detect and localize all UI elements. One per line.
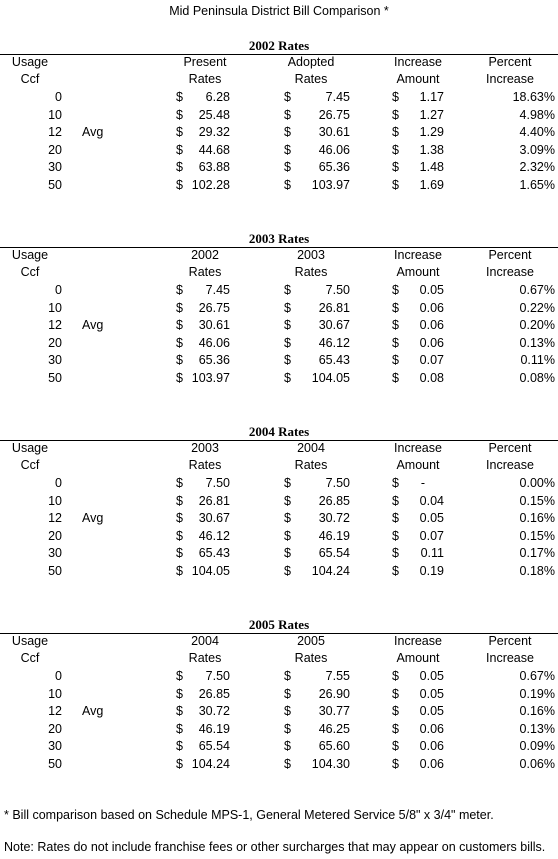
table-row (0, 370, 558, 387)
header-increase: Amount (396, 265, 440, 279)
header-rates-a: Rates (188, 265, 222, 279)
rate-a-value: 104.05 (191, 564, 230, 578)
percent-increase: 1.65% (519, 178, 555, 192)
section-title: 2003 Rates (248, 231, 310, 246)
currency-symbol: $ (284, 107, 291, 122)
table-row (0, 159, 558, 176)
increase-amount: 0.06 (419, 739, 444, 754)
currency-symbol: $ (176, 493, 183, 508)
currency-symbol: $ (392, 335, 399, 350)
increase-amount: 1.38 (419, 142, 444, 157)
header-rates-b: Rates (294, 651, 328, 665)
currency-symbol: $ (176, 283, 183, 297)
currency-symbol: $ (284, 476, 291, 490)
table-row (0, 721, 558, 738)
rate-b-value: 65.60 (318, 739, 350, 754)
table-header-row (0, 633, 558, 650)
currency-symbol: $ (392, 90, 399, 104)
header-increase: Increase (394, 248, 442, 262)
currency-symbol: $ (284, 493, 291, 508)
rate-a-value: 30.67 (198, 511, 230, 526)
header-increase: Increase (394, 634, 442, 648)
rate-b-value: 65.36 (318, 160, 350, 175)
rate-section (0, 617, 558, 807)
currency-symbol: $ (176, 686, 183, 701)
currency-symbol: $ (392, 300, 399, 315)
header-rates-a: 2003 (191, 441, 219, 455)
rate-a-value: 46.12 (198, 528, 230, 543)
currency-symbol: $ (284, 318, 291, 333)
currency-symbol: $ (176, 511, 183, 526)
rate-b-value: 46.25 (318, 721, 350, 736)
increase-amount: 0.05 (419, 283, 444, 297)
percent-increase: 18.63% (512, 90, 555, 104)
rate-a-value: 65.43 (198, 546, 230, 561)
header-rates-a: Rates (188, 458, 222, 472)
section-title: 2004 Rates (248, 424, 310, 439)
currency-symbol: $ (284, 160, 291, 175)
currency-symbol: $ (176, 160, 183, 175)
header-percent: Increase (486, 458, 534, 472)
table-row (0, 738, 558, 755)
currency-symbol: $ (176, 564, 183, 578)
table-row (0, 300, 558, 317)
rate-a-value: 6.28 (205, 90, 230, 104)
header-usage: Ccf (20, 265, 40, 279)
header-increase: Amount (396, 651, 440, 665)
header-usage: Usage (11, 55, 49, 69)
currency-symbol: $ (392, 721, 399, 736)
percent-increase: 0.17% (519, 546, 555, 561)
rate-a-value: 102.28 (191, 178, 230, 192)
currency-symbol: $ (176, 353, 183, 368)
table-row (0, 89, 558, 106)
usage-value: 50 (48, 178, 62, 192)
currency-symbol: $ (392, 757, 399, 771)
increase-amount: 0.19 (419, 564, 444, 578)
currency-symbol: $ (284, 353, 291, 368)
rate-b-value: 104.05 (311, 371, 350, 385)
table-header-row (0, 71, 558, 88)
rate-a-value: 46.19 (198, 721, 230, 736)
page-title: Mid Peninsula District Bill Comparison * (169, 4, 389, 18)
usage-value: 10 (48, 300, 62, 315)
percent-increase: 0.19% (519, 686, 555, 701)
percent-increase: 0.16% (519, 511, 555, 526)
currency-symbol: $ (392, 476, 399, 490)
table-row (0, 177, 558, 194)
table-row (0, 352, 558, 369)
header-usage: Ccf (20, 458, 40, 472)
currency-symbol: $ (176, 546, 183, 561)
usage-value: 10 (48, 107, 62, 122)
header-percent: Increase (486, 265, 534, 279)
currency-symbol: $ (176, 318, 183, 333)
usage-value: 50 (48, 757, 62, 771)
rate-a-value: 65.54 (198, 739, 230, 754)
table-row (0, 107, 558, 124)
usage-value: 30 (48, 546, 62, 561)
rate-a-value: 29.32 (198, 125, 230, 140)
header-percent: Percent (488, 248, 532, 262)
currency-symbol: $ (284, 686, 291, 701)
header-rates-a: Rates (188, 72, 222, 86)
increase-amount: 0.08 (419, 371, 444, 385)
currency-symbol: $ (176, 739, 183, 754)
table-row (0, 282, 558, 299)
rate-section (0, 424, 558, 614)
section-title: 2005 Rates (248, 617, 310, 632)
currency-symbol: $ (392, 669, 399, 683)
usage-note: Avg (82, 125, 104, 140)
table-row (0, 528, 558, 545)
usage-value: 30 (48, 160, 62, 175)
currency-symbol: $ (284, 300, 291, 315)
currency-symbol: $ (284, 739, 291, 754)
currency-symbol: $ (176, 704, 183, 719)
currency-symbol: $ (284, 721, 291, 736)
rate-a-value: 30.61 (198, 318, 230, 333)
rate-b-value: 46.06 (318, 142, 350, 157)
percent-increase: 0.06% (519, 757, 555, 771)
rate-a-value: 26.75 (198, 300, 230, 315)
usage-value: 12 (48, 125, 62, 140)
currency-symbol: $ (176, 142, 183, 157)
currency-symbol: $ (176, 300, 183, 315)
header-increase: Increase (394, 55, 442, 69)
header-rates-b: Adopted (287, 55, 335, 69)
currency-symbol: $ (392, 283, 399, 297)
table-header-row (0, 54, 558, 71)
rate-a-value: 104.24 (191, 757, 230, 771)
rate-a-value: 30.72 (198, 704, 230, 719)
table-row (0, 668, 558, 685)
currency-symbol: $ (284, 546, 291, 561)
currency-symbol: $ (392, 371, 399, 385)
usage-value: 10 (48, 686, 62, 701)
rate-a-value: 63.88 (198, 160, 230, 175)
currency-symbol: $ (284, 335, 291, 350)
increase-amount: 0.05 (419, 686, 444, 701)
currency-symbol: $ (284, 704, 291, 719)
usage-value: 20 (48, 721, 62, 736)
increase-amount: 1.17 (419, 90, 444, 104)
header-rates-a: 2004 (191, 634, 219, 648)
rate-b-value: 104.24 (311, 564, 350, 578)
header-usage: Usage (11, 441, 49, 455)
usage-value: 30 (48, 739, 62, 754)
usage-value: 20 (48, 142, 62, 157)
percent-increase: 0.00% (519, 476, 555, 490)
usage-value: 50 (48, 564, 62, 578)
currency-symbol: $ (176, 90, 183, 104)
table-row (0, 124, 558, 141)
rate-a-value: 44.68 (198, 142, 230, 157)
currency-symbol: $ (284, 142, 291, 157)
currency-symbol: $ (176, 371, 183, 385)
section-title: 2002 Rates (248, 38, 310, 53)
percent-increase: 2.32% (519, 160, 555, 175)
table-header-row (0, 650, 558, 667)
percent-increase: 0.20% (519, 318, 555, 333)
currency-symbol: $ (392, 178, 399, 192)
currency-symbol: $ (392, 704, 399, 719)
usage-value: 0 (55, 283, 62, 297)
table-header-row (0, 247, 558, 264)
header-increase: Amount (396, 72, 440, 86)
currency-symbol: $ (176, 335, 183, 350)
increase-amount: - (420, 476, 426, 490)
increase-amount: 0.05 (419, 704, 444, 719)
table-row (0, 317, 558, 334)
table-row (0, 703, 558, 720)
header-rates-b: Rates (294, 265, 328, 279)
table-row (0, 510, 558, 527)
usage-value: 20 (48, 528, 62, 543)
increase-amount: 0.06 (419, 300, 444, 315)
rate-b-value: 26.75 (318, 107, 350, 122)
rate-b-value: 26.85 (318, 493, 350, 508)
currency-symbol: $ (392, 125, 399, 140)
percent-increase: 4.98% (519, 107, 555, 122)
usage-value: 12 (48, 318, 62, 333)
currency-symbol: $ (284, 178, 291, 192)
percent-increase: 3.09% (519, 142, 555, 157)
header-rates-a: Rates (188, 651, 222, 665)
percent-increase: 0.18% (519, 564, 555, 578)
header-rates-b: 2003 (297, 248, 325, 262)
usage-value: 0 (55, 669, 62, 683)
currency-symbol: $ (392, 528, 399, 543)
table-row (0, 493, 558, 510)
rate-b-value: 30.61 (318, 125, 350, 140)
table-row (0, 142, 558, 159)
rate-section (0, 231, 558, 421)
percent-increase: 0.16% (519, 704, 555, 719)
rate-b-value: 30.72 (318, 511, 350, 526)
header-usage: Ccf (20, 651, 40, 665)
rate-a-value: 7.50 (205, 476, 230, 490)
rate-a-value: 65.36 (198, 353, 230, 368)
rate-a-value: 7.45 (205, 283, 230, 297)
currency-symbol: $ (392, 739, 399, 754)
currency-symbol: $ (176, 178, 183, 192)
increase-amount: 1.69 (419, 178, 444, 192)
table-header-row (0, 264, 558, 281)
increase-amount: 0.11 (420, 546, 444, 561)
percent-increase: 0.13% (519, 335, 555, 350)
currency-symbol: $ (176, 125, 183, 140)
currency-symbol: $ (176, 476, 183, 490)
usage-note: Avg (82, 511, 104, 526)
usage-value: 12 (48, 704, 62, 719)
rate-a-value: 103.97 (191, 371, 230, 385)
header-percent: Percent (488, 441, 532, 455)
increase-amount: 0.06 (419, 318, 444, 333)
currency-symbol: $ (392, 493, 399, 508)
currency-symbol: $ (284, 283, 291, 297)
rate-b-value: 26.81 (318, 300, 350, 315)
percent-increase: 0.22% (519, 300, 555, 315)
increase-amount: 0.04 (419, 493, 444, 508)
rate-b-value: 26.90 (318, 686, 350, 701)
currency-symbol: $ (176, 721, 183, 736)
header-rates-b: Rates (294, 458, 328, 472)
percent-increase: 0.67% (519, 283, 555, 297)
currency-symbol: $ (284, 669, 291, 683)
usage-note: Avg (82, 704, 104, 719)
currency-symbol: $ (392, 142, 399, 157)
header-usage: Usage (11, 634, 49, 648)
header-percent: Percent (488, 55, 532, 69)
table-row (0, 335, 558, 352)
currency-symbol: $ (284, 125, 291, 140)
rate-a-value: 25.48 (198, 107, 230, 122)
rate-b-value: 104.30 (311, 757, 350, 771)
header-rates-b: 2004 (297, 441, 325, 455)
rate-section (0, 38, 558, 228)
percent-increase: 4.40% (519, 125, 555, 140)
currency-symbol: $ (284, 511, 291, 526)
increase-amount: 1.48 (419, 160, 444, 175)
footnote-rates-note: Note: Rates do not include franchise fees or other surcharges that may appear on customers bills. (4, 840, 546, 854)
table-row (0, 475, 558, 492)
percent-increase: 0.67% (519, 669, 555, 683)
increase-amount: 1.27 (419, 107, 444, 122)
increase-amount: 0.05 (419, 669, 444, 683)
rate-b-value: 46.19 (318, 528, 350, 543)
rate-b-value: 7.55 (325, 669, 350, 683)
usage-value: 20 (48, 335, 62, 350)
percent-increase: 0.09% (519, 739, 555, 754)
header-percent: Increase (486, 72, 534, 86)
currency-symbol: $ (392, 564, 399, 578)
currency-symbol: $ (176, 528, 183, 543)
rate-b-value: 46.12 (318, 335, 350, 350)
percent-increase: 0.15% (519, 528, 555, 543)
header-usage: Usage (11, 248, 49, 262)
percent-increase: 0.13% (519, 721, 555, 736)
currency-symbol: $ (392, 107, 399, 122)
rate-b-value: 7.50 (325, 476, 350, 490)
currency-symbol: $ (392, 160, 399, 175)
header-rates-b: Rates (294, 72, 328, 86)
header-increase: Amount (396, 458, 440, 472)
rate-b-value: 7.45 (325, 90, 350, 104)
percent-increase: 0.08% (519, 371, 555, 385)
currency-symbol: $ (392, 686, 399, 701)
increase-amount: 1.29 (419, 125, 444, 140)
usage-value: 30 (48, 353, 62, 368)
table-row (0, 545, 558, 562)
increase-amount: 0.05 (419, 511, 444, 526)
header-percent: Increase (486, 651, 534, 665)
rate-a-value: 46.06 (198, 335, 230, 350)
header-increase: Increase (394, 441, 442, 455)
rate-b-value: 103.97 (311, 178, 350, 192)
increase-amount: 0.07 (419, 353, 444, 368)
currency-symbol: $ (392, 318, 399, 333)
header-rates-a: 2002 (191, 248, 219, 262)
currency-symbol: $ (284, 90, 291, 104)
table-header-row (0, 440, 558, 457)
increase-amount: 0.06 (419, 721, 444, 736)
currency-symbol: $ (176, 669, 183, 683)
currency-symbol: $ (284, 757, 291, 771)
header-rates-a: Present (183, 55, 227, 69)
currency-symbol: $ (392, 511, 399, 526)
rate-b-value: 30.67 (318, 318, 350, 333)
percent-increase: 0.15% (519, 493, 555, 508)
rate-b-value: 65.54 (318, 546, 350, 561)
currency-symbol: $ (176, 107, 183, 122)
rate-b-value: 7.50 (325, 283, 350, 297)
currency-symbol: $ (176, 757, 183, 771)
usage-value: 50 (48, 371, 62, 385)
table-row (0, 686, 558, 703)
increase-amount: 0.06 (419, 335, 444, 350)
percent-increase: 0.11% (520, 353, 555, 368)
header-usage: Ccf (20, 72, 40, 86)
rate-a-value: 26.81 (198, 493, 230, 508)
currency-symbol: $ (284, 371, 291, 385)
usage-value: 0 (55, 476, 62, 490)
rate-b-value: 65.43 (318, 353, 350, 368)
usage-value: 10 (48, 493, 62, 508)
usage-note: Avg (82, 318, 104, 333)
increase-amount: 0.06 (419, 757, 444, 771)
currency-symbol: $ (284, 564, 291, 578)
table-header-row (0, 457, 558, 474)
increase-amount: 0.07 (419, 528, 444, 543)
currency-symbol: $ (392, 546, 399, 561)
header-rates-b: 2005 (297, 634, 325, 648)
rate-a-value: 26.85 (198, 686, 230, 701)
currency-symbol: $ (284, 528, 291, 543)
footnote-bill-comparison: * Bill comparison based on Schedule MPS-1, General Metered Service 5/8" x 3/4" meter. (4, 808, 494, 822)
usage-value: 0 (55, 90, 62, 104)
table-row (0, 563, 558, 580)
rate-a-value: 7.50 (205, 669, 230, 683)
header-percent: Percent (488, 634, 532, 648)
currency-symbol: $ (392, 353, 399, 368)
usage-value: 12 (48, 511, 62, 526)
rate-b-value: 30.77 (318, 704, 350, 719)
table-row (0, 756, 558, 773)
